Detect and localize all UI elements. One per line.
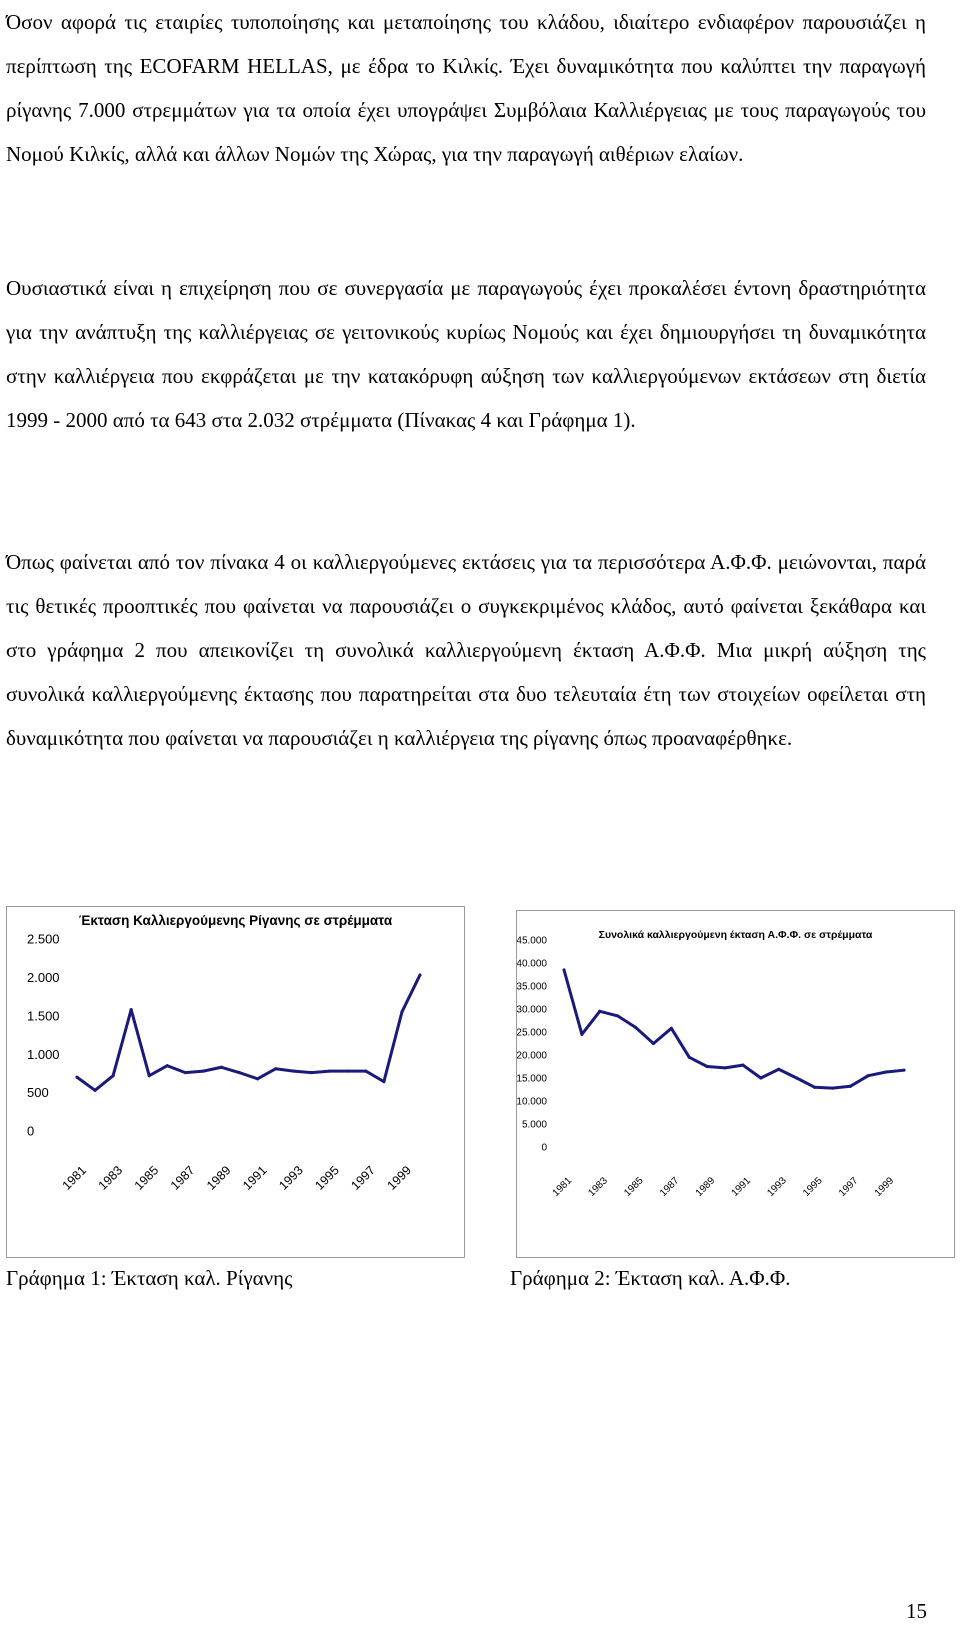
y-tick-label: 10.000 bbox=[517, 1096, 547, 1108]
x-tick-label: 1999 bbox=[384, 1163, 415, 1193]
series-line-segment bbox=[149, 1066, 167, 1076]
x-tick-label: 1995 bbox=[801, 1175, 825, 1199]
series-line-segment bbox=[294, 1071, 312, 1073]
x-tick-label: 1991 bbox=[240, 1163, 270, 1193]
y-tick-label: 30.000 bbox=[517, 1004, 547, 1016]
data-point bbox=[580, 1033, 583, 1036]
series-line-segment bbox=[582, 1011, 600, 1034]
series-line-segment bbox=[832, 1086, 850, 1088]
series-line-segment bbox=[636, 1027, 654, 1043]
series-line-segment bbox=[600, 1011, 618, 1016]
data-point bbox=[364, 1070, 367, 1073]
y-tick-label: 0 bbox=[27, 1123, 35, 1139]
data-point bbox=[256, 1077, 259, 1080]
chart-title: Έκταση Καλλιεργούμενης Ρίγανης σε στρέμματα bbox=[78, 913, 393, 928]
series-line-segment bbox=[779, 1069, 797, 1078]
data-point bbox=[346, 1070, 349, 1073]
y-tick-label: 5.000 bbox=[521, 1119, 547, 1131]
series-line-segment bbox=[707, 1067, 725, 1068]
series-line-segment bbox=[725, 1065, 743, 1068]
page-number: 15 bbox=[906, 1599, 927, 1623]
data-point bbox=[292, 1070, 295, 1073]
y-tick-label: 25.000 bbox=[517, 1027, 547, 1039]
y-tick-label: 500 bbox=[27, 1085, 49, 1101]
data-point bbox=[741, 1064, 744, 1067]
data-point bbox=[148, 1074, 151, 1077]
paragraph-business-activity: Ουσιαστικά είναι η επιχείρηση που σε συνεργασία με παραγωγούς έχει προκαλέσει έντονη δραστηριότητα για την ανάπτυξη της καλλιέργειας σε γειτονικούς κυρίως Νομούς και έχει δημιουργήσει τη δυναμικότητα στην καλλιέργεια που εκφράζεται με την κατακόρυφη αύξηση των καλλιεργούμενων εκτάσεων στη διετία 1999 - 2000 από τα 643 στα 2.032 στρέμματα (Πίνακας 4 και Γράφημα 1). bbox=[6, 276, 926, 432]
series-line-segment bbox=[868, 1072, 886, 1076]
series-line-segment bbox=[402, 975, 420, 1012]
y-tick-label: 40.000 bbox=[517, 958, 547, 970]
data-point bbox=[130, 1008, 133, 1011]
series-line-segment bbox=[276, 1069, 294, 1071]
data-point bbox=[885, 1071, 888, 1074]
data-point bbox=[634, 1026, 637, 1029]
x-tick-label: 1993 bbox=[765, 1175, 789, 1199]
series-line-segment bbox=[743, 1065, 761, 1078]
data-point bbox=[813, 1086, 816, 1089]
x-tick-label: 1981 bbox=[59, 1163, 90, 1193]
data-point bbox=[94, 1089, 97, 1092]
x-tick-label: 1993 bbox=[276, 1163, 306, 1193]
chart-title: Συνολικά καλλιεργούμενη έκταση Α.Φ.Φ. σε στρέμματα bbox=[598, 929, 873, 941]
data-point bbox=[670, 1027, 673, 1030]
x-tick-label: 1997 bbox=[348, 1163, 378, 1193]
data-point bbox=[652, 1042, 655, 1045]
data-point bbox=[382, 1080, 385, 1083]
data-point bbox=[563, 968, 566, 971]
series-line-segment bbox=[564, 970, 582, 1034]
x-tick-label: 1985 bbox=[131, 1163, 162, 1193]
y-tick-label: 15.000 bbox=[517, 1073, 547, 1085]
data-point bbox=[616, 1014, 619, 1017]
caption-chart-1: Γράφημα 1: Έκταση καλ. Ρίγανης bbox=[6, 1266, 293, 1290]
data-point bbox=[310, 1071, 313, 1074]
data-point bbox=[903, 1069, 906, 1072]
series-line-segment bbox=[618, 1016, 636, 1028]
data-point bbox=[220, 1066, 223, 1069]
series-line-segment bbox=[203, 1067, 221, 1071]
x-tick-label: 1991 bbox=[729, 1175, 754, 1199]
series-line-segment bbox=[815, 1087, 833, 1088]
series-line-segment bbox=[384, 1012, 402, 1082]
x-tick-label: 1981 bbox=[550, 1175, 575, 1199]
data-point bbox=[598, 1010, 601, 1013]
y-tick-label: 45.000 bbox=[517, 935, 547, 947]
chart-plot bbox=[7, 907, 464, 1257]
y-tick-label: 20.000 bbox=[517, 1050, 547, 1062]
series-line-segment bbox=[77, 1077, 95, 1090]
x-tick-label: 1987 bbox=[167, 1163, 198, 1193]
chart-aromatic-plants-area bbox=[516, 910, 955, 1258]
data-point bbox=[777, 1068, 780, 1071]
data-point bbox=[688, 1056, 691, 1059]
series-line-segment bbox=[761, 1069, 779, 1078]
data-point bbox=[166, 1064, 169, 1067]
data-point bbox=[849, 1085, 852, 1088]
y-tick-label: 2.000 bbox=[27, 969, 60, 985]
chart-oregano-area bbox=[6, 906, 465, 1258]
series-line-segment bbox=[850, 1076, 868, 1087]
data-point bbox=[724, 1066, 727, 1069]
series-line-segment bbox=[239, 1073, 257, 1079]
x-tick-label: 1983 bbox=[586, 1175, 610, 1199]
series-line-segment bbox=[131, 1010, 149, 1076]
x-tick-label: 1999 bbox=[872, 1175, 897, 1199]
data-point bbox=[831, 1087, 834, 1090]
data-point bbox=[274, 1067, 277, 1070]
series-line-segment bbox=[113, 1010, 131, 1076]
series-line-segment bbox=[221, 1067, 239, 1072]
caption-chart-2: Γράφημα 2: Έκταση καλ. Α.Φ.Φ. bbox=[510, 1266, 791, 1290]
series-line-segment bbox=[671, 1028, 689, 1057]
data-point bbox=[328, 1070, 331, 1073]
series-line-segment bbox=[185, 1071, 203, 1073]
paragraph-cultivated-areas: Όπως φαίνεται από τον πίνακα 4 οι καλλιεργούμενες εκτάσεις για τα περισσότερα Α.Φ.Φ. μειώνονται, παρά τις θετικές προοπτικές που φαίνεται να παρουσιάζει ο συγκεκριμένος κλάδος, αυτό φαίνεται ξεκάθαρα και στο γράφημα 2 που απεικονίζει τη συνολικά καλλιεργούμενη έκταση Α.Φ.Φ. Μια μικρή αύξηση της συνολικά καλλιεργούμενης έκτασης που παρατηρείται στα δυο τελευταία έτη των στοιχείων οφείλεται στη δυναμικότητα που φαίνεται να παρουσιάζει η καλλιέργεια της ρίγανης όπως προαναφέρθηκε. bbox=[6, 550, 926, 750]
data-point bbox=[867, 1074, 870, 1077]
data-point bbox=[419, 973, 422, 976]
series-line-segment bbox=[886, 1070, 904, 1072]
series-line-segment bbox=[258, 1069, 276, 1079]
paragraph-ecofarm: Όσον αφορά τις εταιρίες τυποποίησης και μεταποίησης του κλάδου, ιδιαίτερο ενδιαφέρον παρουσιάζει η περίπτωση της ECOFARM HELLAS, με έδρα το Κιλκίς. Έχει δυναμικότητα που καλύπτει την παραγωγή ρίγανης 7.000 στρεμμάτων για τα οποία έχει υπογράψει Συμβόλαια Καλλιέργειας με τους παραγωγούς του Νομού Κιλκίς, αλλά και άλλων Νομών της Χώρας, για την παραγωγή αιθέριων ελαίων. bbox=[6, 10, 926, 166]
data-point bbox=[238, 1071, 241, 1074]
x-tick-label: 1983 bbox=[95, 1163, 126, 1193]
x-tick-label: 1997 bbox=[836, 1175, 861, 1199]
data-point bbox=[400, 1010, 403, 1013]
x-tick-label: 1987 bbox=[657, 1175, 682, 1199]
x-tick-label: 1989 bbox=[693, 1175, 718, 1199]
chart-plot bbox=[517, 911, 954, 1257]
series-line-segment bbox=[167, 1066, 185, 1073]
y-tick-label: 1.500 bbox=[27, 1008, 60, 1024]
y-tick-label: 1.000 bbox=[27, 1046, 60, 1062]
data-point bbox=[112, 1074, 115, 1077]
series-line-segment bbox=[366, 1071, 384, 1082]
data-point bbox=[76, 1076, 79, 1079]
series-line-segment bbox=[797, 1078, 815, 1087]
series-line-segment bbox=[95, 1076, 113, 1091]
y-tick-label: 35.000 bbox=[517, 981, 547, 993]
x-tick-label: 1989 bbox=[203, 1163, 234, 1193]
x-tick-label: 1995 bbox=[312, 1163, 342, 1193]
series-line-segment bbox=[653, 1028, 671, 1043]
data-point bbox=[202, 1070, 205, 1073]
data-point bbox=[759, 1077, 762, 1080]
y-tick-label: 2.500 bbox=[27, 931, 60, 947]
data-point bbox=[184, 1071, 187, 1074]
y-tick-label: 0 bbox=[541, 1142, 547, 1154]
series-line-segment bbox=[312, 1071, 330, 1073]
series-line-segment bbox=[689, 1057, 707, 1066]
data-point bbox=[706, 1065, 709, 1068]
data-point bbox=[795, 1077, 798, 1080]
x-tick-label: 1985 bbox=[622, 1175, 646, 1199]
